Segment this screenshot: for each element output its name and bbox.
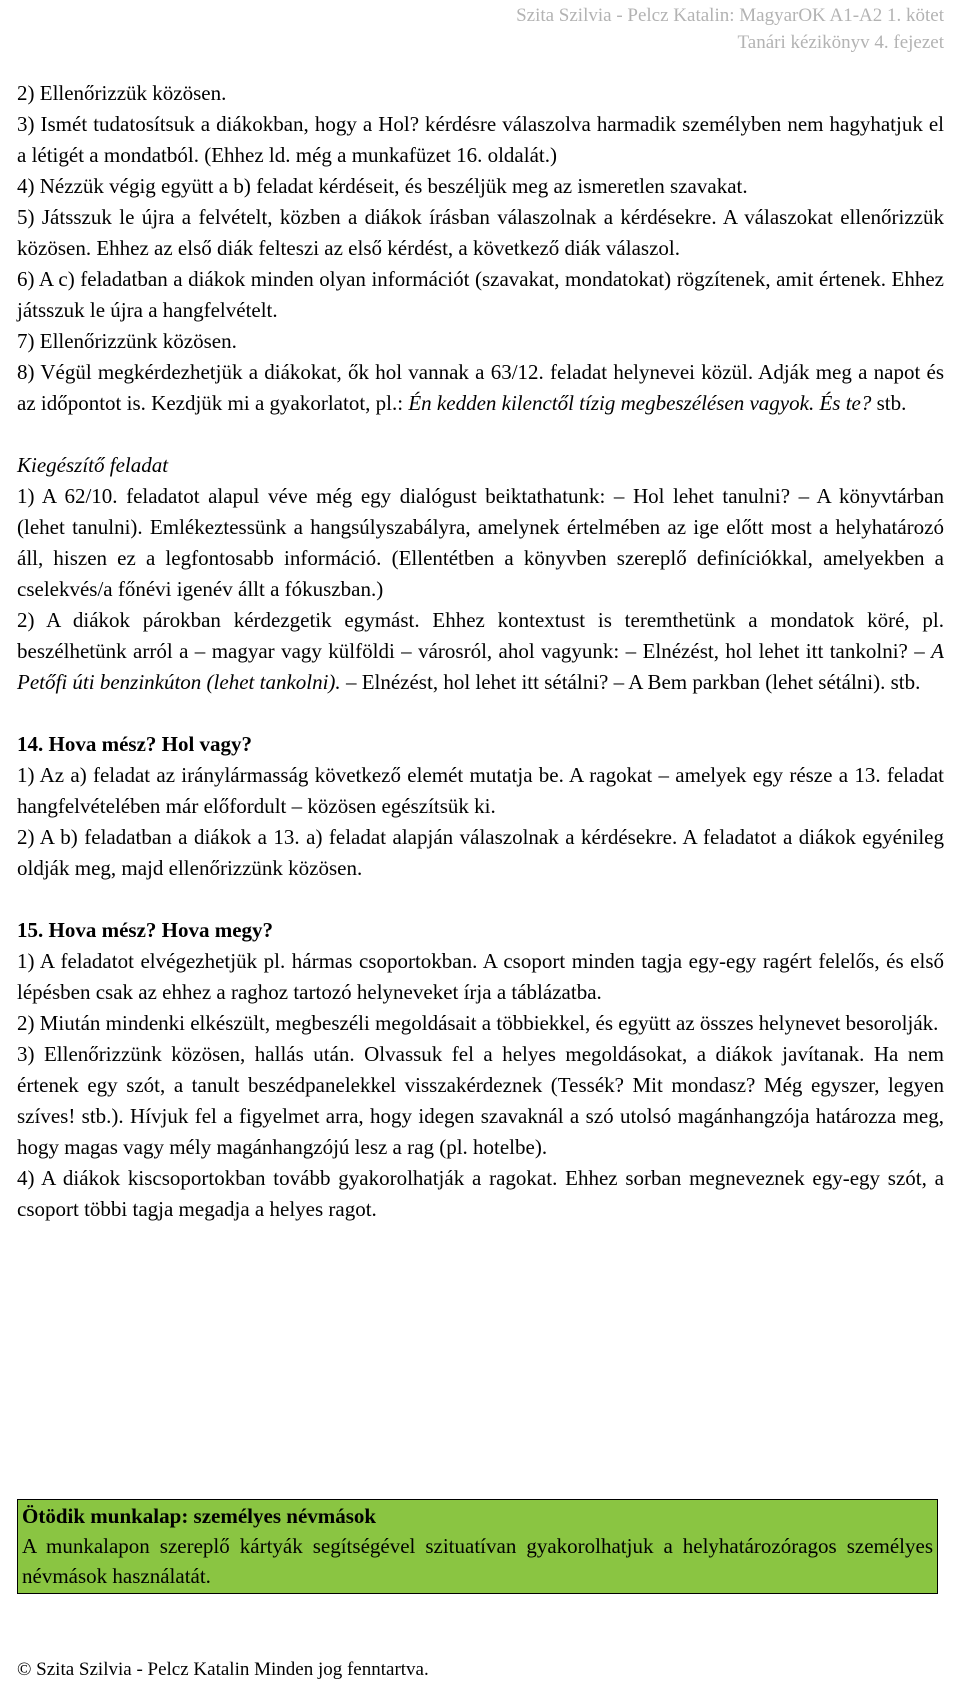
worksheet-title: Ötödik munkalap: személyes névmások: [22, 1504, 377, 1528]
section-14-heading: 14. Hova mész? Hol vagy?: [17, 732, 253, 756]
example-answer: A Petőfi úti benzinkúton (lehet tankolni).: [17, 639, 944, 694]
list-item: 6) A c) feladatban a diákok minden olyan információt (szavakat, mondatokat) rögzítenek, amit értenek. Ehhez játsszuk le újra a hangfelvételt.: [17, 267, 944, 322]
copyright-footer: © Szita Szilvia - Pelcz Katalin Minden jog fenntartva.: [17, 1659, 429, 1680]
worksheet-text: A munkalapon szereplő kártyák segítségével szituatívan gyakorolhatjuk a helyhatározóragos személyes névmások használatát.: [22, 1534, 933, 1588]
list-item-8: [17, 357, 944, 419]
spacer: [17, 698, 944, 729]
list-item: 7) Ellenőrizzünk közösen.: [17, 329, 237, 353]
page-header: [324, 2, 944, 56]
list-item-8-text: 8) Végül megkérdezhetjük a diákokat, ők hol vannak a 63/12. feladat helynevei közül. Adják meg a napot és az időpontot is. Kezdjük mi a gyakorlatot, pl.:: [17, 360, 944, 415]
extra-item-2: [17, 605, 944, 698]
list-item: 1) Az a) feladat az iránylármasság következő elemét mutatja be. A ragokat – amelyek egy része a 13. feladat hangfelvételében már előfordult – közösen egészítsük ki.: [17, 763, 944, 818]
extra-item-2-end: – Elnézést, hol lehet itt sétálni? – A Bem parkban (lehet sétálni). stb.: [340, 670, 921, 694]
spacer: [17, 419, 944, 450]
list-item: 4) A diákok kiscsoportokban tovább gyakorolhatják a ragokat. Ehhez sorban megneveznek egy-egy szót, a csoport többi tagja megadja a helyes ragot.: [17, 1166, 944, 1221]
list-item-8-suffix: stb.: [871, 391, 907, 415]
example-sentence: Én kedden kilenctől tízig megbeszélésen vagyok. És te?: [408, 391, 872, 415]
list-item: 3) Ellenőrizzünk közösen, hallás után. Olvassuk fel a helyes megoldásokat, a diákok javítanak. Ha nem értenek egy szót, a tanult beszédpanelekkel visszakérdeznek (Tessék? Mit mondasz? Még egyszer, legyen szíves! stb.). Hívjuk fel a figyelmet arra, hogy idegen szavaknál a szó utolsó magánhangzója határozza meg, hogy magas vagy mély magánhangzójú lesz a rag (pl. hotelbe).: [17, 1042, 944, 1159]
list-item: 4) Nézzük végig együtt a b) feladat kérdéseit, és beszéljük meg az ismeretlen szavakat.: [17, 174, 748, 198]
document-body: [17, 78, 944, 1225]
list-item: 2) Miután mindenki elkészült, megbeszéli megoldásait a többiekkel, és együtt az összes helynevet besorolják.: [17, 1011, 939, 1035]
list-item: 5) Játsszuk le újra a felvételt, közben a diákok írásban válaszolnak a kérdésekre. A válaszokat ellenőrizzük közösen. Ehhez az első diák felteszi az első kérdést, a következő diák válaszol.: [17, 205, 944, 260]
worksheet-box: [17, 1499, 938, 1594]
extra-item-2-text: 2) A diákok párokban kérdezgetik egymást. Ehhez kontextust is teremthetünk a mondatok köré, pl. beszélhetünk arról a – magyar vagy külföldi – városról, ahol vagyunk: – Elnézést, hol lehet itt tankolni? –: [17, 608, 944, 663]
list-item: 3) Ismét tudatosítsuk a diákokban, hogy a Hol? kérdésre válaszolva harmadik személyben nem hagyhatjuk el a létigét a mondatból. (Ehhez ld. még a munkafüzet 16. oldalát.): [17, 112, 944, 167]
list-item: 1) A feladatot elvégezhetjük pl. hármas csoportokban. A csoport minden tagja egy-egy ragért felelős, és első lépésben csak az ehhez a raghoz tartozó helyneveket írja a táblázatba.: [17, 949, 944, 1004]
list-item: 2) A b) feladatban a diákok a 13. a) feladat alapján válaszolnak a kérdésekre. A feladatot a diákok egyénileg oldják meg, majd ellenőrizzünk közösen.: [17, 825, 944, 880]
list-item: 2) Ellenőrizzük közösen.: [17, 81, 227, 105]
header-chapter: Tanári kézikönyv 4. fejezet: [737, 32, 944, 53]
extra-task-title: Kiegészítő feladat: [17, 453, 169, 477]
spacer: [17, 884, 944, 915]
header-book-title: Szita Szilvia - Pelcz Katalin: MagyarOK A1-A2 1. kötet: [516, 5, 944, 26]
extra-item-1: 1) A 62/10. feladatot alapul véve még egy dialógust beiktathatunk: – Hol lehet tanulni? – A könyvtárban (lehet tanulni). Emlékeztessünk a hangsúlyszabályra, amelynek értelmében az ige előtt most a helyhatározó áll, hiszen ez a legfontosabb információ. (Ellentétben a könyvben szereplő definíciókkal, amelyekben a cselekvés/a főnévi igenév állt a fókuszban.): [17, 484, 944, 601]
section-15-heading: 15. Hova mész? Hova megy?: [17, 918, 274, 942]
